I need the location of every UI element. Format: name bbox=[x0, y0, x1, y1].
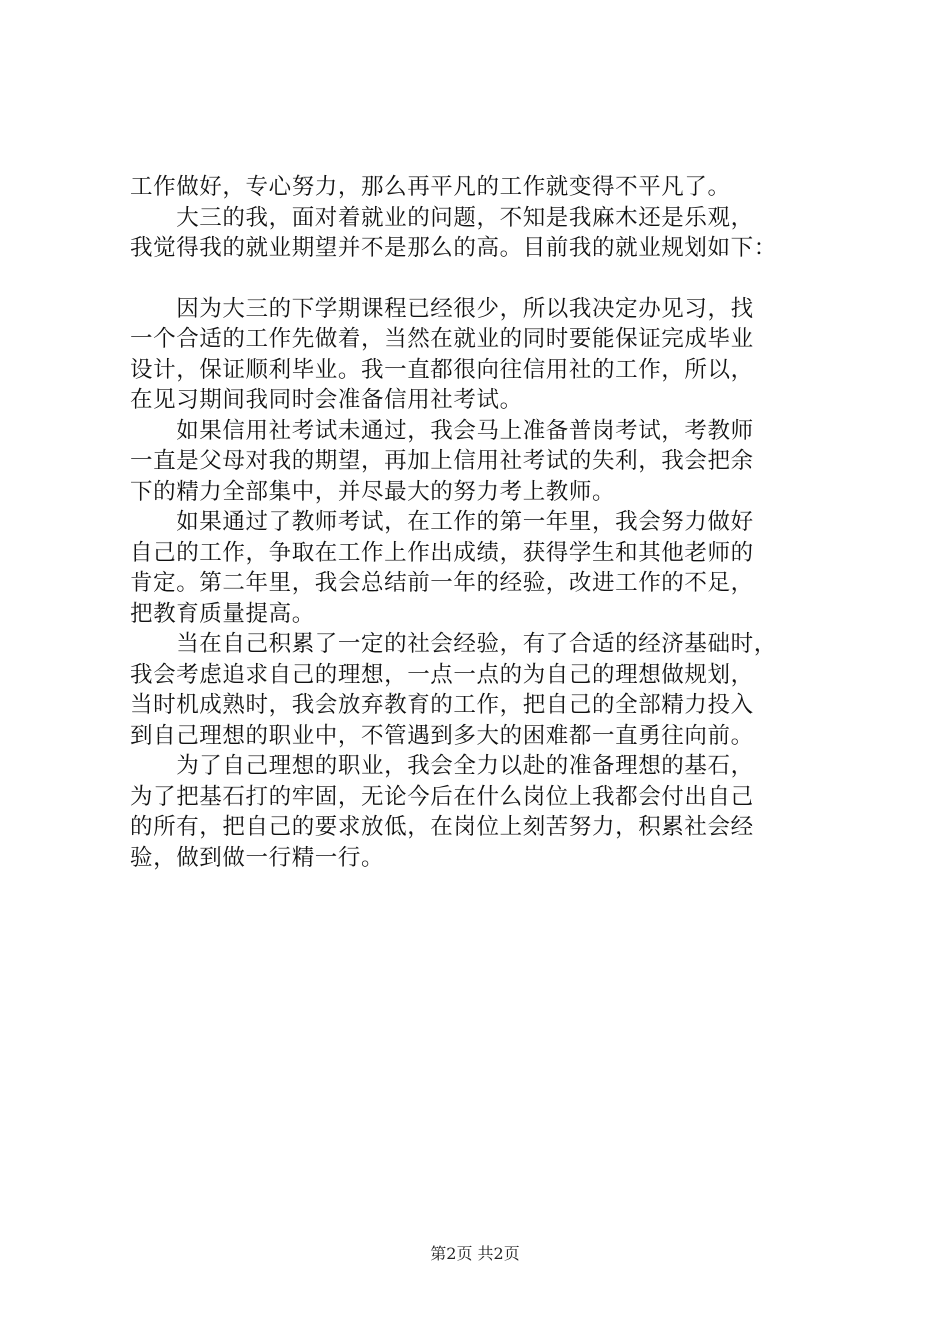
paragraph: 为了自己理想的职业，我会全力以赴的准备理想的基石， 为了把基石打的牢固，无论今后在什么岗位上我都会付出自己 的所有，把自己的要求放低，在岗位上刻苦努力，积累社会经 验，做到做一行精一行。 bbox=[130, 753, 754, 871]
document-body bbox=[130, 172, 822, 873]
paragraph-spacer bbox=[130, 264, 822, 294]
paragraph: 工作做好，专心努力，那么再平凡的工作就变得不平凡了。 bbox=[130, 174, 731, 200]
page-number-indicator: 第2页 共2页 bbox=[430, 1244, 520, 1263]
paragraph: 如果通过了教师考试，在工作的第一年里，我会努力做好 自己的工作，争取在工作上作出成绩，获得学生和其他老师的 肯定。第二年里，我会总结前一年的经验，改进工作的不足， 把教育质量提高。 bbox=[130, 509, 754, 627]
paragraph: 因为大三的下学期课程已经很少，所以我决定办见习，找 一个合适的工作先做着，当然在就业的同时要能保证完成毕业 设计，保证顺利毕业。我一直都很向往信用社的工作，所以， 在见习期间我同时会准备信用社考试。 bbox=[130, 295, 754, 413]
paragraph: 大三的我，面对着就业的问题，不知是我麻木还是乐观， 我觉得我的就业期望并不是那么的高。目前我的就业规划如下： bbox=[130, 204, 777, 261]
paragraph: 当在自己积累了一定的社会经验，有了合适的经济基础时， 我会考虑追求自己的理想，一点一点的为自己的理想做规划， 当时机成熟时，我会放弃教育的工作，把自己的全部精力投入 到自己理想的职业中，不管遇到多大的困难都一直勇往向前。 bbox=[130, 631, 777, 749]
paragraph: 如果信用社考试未通过，我会马上准备普岗考试，考教师 一直是父母对我的期望，再加上信用社考试的失利，我会把余 下的精力全部集中，并尽最大的努力考上教师。 bbox=[130, 417, 754, 505]
page-footer bbox=[0, 1244, 950, 1264]
